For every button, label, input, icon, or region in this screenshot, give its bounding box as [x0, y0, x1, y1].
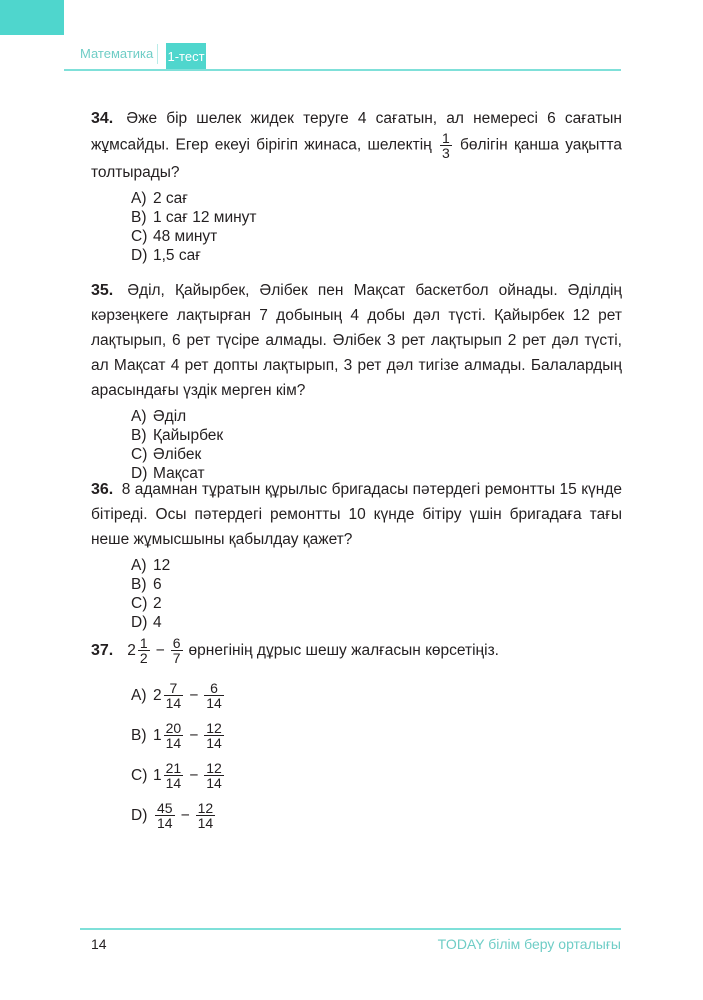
option-b[interactable]: B) Қайырбек	[131, 427, 224, 444]
options-list	[131, 556, 622, 632]
option-c[interactable]: C) 48 минут	[131, 228, 218, 245]
page-number: 14	[91, 936, 107, 952]
option-a[interactable]: A) 2 $\frac{7}{14}$ − $\frac{6}{14}$	[131, 679, 222, 711]
option-a[interactable]: A) Әділ	[131, 408, 187, 425]
question-35	[91, 278, 622, 483]
corner-accent-block	[0, 0, 64, 35]
question-number: 35.	[91, 282, 114, 299]
option-c[interactable]: C) 1 $\frac{21}{14}$ − $\frac{12}{14}$	[131, 759, 222, 791]
options-list	[131, 189, 622, 265]
question-number: 34.	[91, 110, 114, 127]
option-d[interactable]: D) 4	[131, 614, 162, 631]
header-divider	[157, 44, 158, 64]
question-34-text: 34. Әже бір шелек жидек теруге 4 сағатын, ал немересі 6 сағатын жұмсайды. Егер екеуі бірігіп жинаса, шелектің $\frac{1}{3}$ бөлігін қанша уақытта толтырады?	[91, 110, 622, 181]
question-number: 36.	[91, 481, 114, 498]
footer-rule	[80, 928, 621, 930]
fraction: $\frac{1}{3}$	[441, 130, 450, 161]
publisher-name: TODAY білім беру орталығы	[437, 936, 621, 952]
options-list	[131, 407, 622, 483]
fraction: $\frac{6}{7}$	[172, 635, 181, 666]
question-number: 37.	[91, 642, 114, 659]
header-subject: Математика	[80, 46, 154, 61]
question-37-text: 37. 2 $\frac{1}{2}$ − $\frac{6}{7}$ өрнегінің дұрыс шешу жалғасын көрсетіңіз.	[91, 635, 499, 666]
option-b[interactable]: B) 6	[131, 576, 162, 593]
option-a[interactable]: A) 12	[131, 557, 171, 574]
header-rule	[64, 69, 621, 71]
question-37	[91, 636, 622, 835]
option-b[interactable]: B) 1 $\frac{20}{14}$ − $\frac{12}{14}$	[131, 719, 222, 751]
question-36	[91, 477, 622, 632]
option-d[interactable]: D) 1,5 сағ	[131, 247, 201, 264]
option-c[interactable]: C) Әлібек	[131, 446, 202, 463]
option-d[interactable]: D) $\frac{45}{14}$ − $\frac{12}{14}$	[131, 799, 214, 831]
question-35-text: 35. Әділ, Қайырбек, Әлібек пен Мақсат баскетбол ойнады. Әділдің кәрзеңкеге лақтырған 7 добының 4 добы дәл түсті. Қайырбек 12 рет лақтырып, 6 рет түсіре алмады. Әлібек 3 рет лақтырып 2 рет дәл түсті, ал Мақсат 4 рет допты лақтырып, 3 рет дәл тигізе алмады. Балалардың арасындағы үздік мерген кім?	[91, 282, 622, 399]
question-34	[91, 106, 622, 265]
question-36-text: 36. 8 адамнан тұратын құрылыс бригадасы пәтердегі ремонтты 15 күнде бітіреді. Осы пәтердегі ремонтты 10 күнде бітіру үшін бригадаға тағы неше жұмысшыны қабылдау қажет?	[91, 481, 622, 548]
option-d[interactable]: D) Мақсат	[131, 465, 205, 482]
test-tag: 1-тест	[166, 43, 206, 71]
option-c[interactable]: C) 2	[131, 595, 162, 612]
option-a[interactable]: A) 2 сағ	[131, 190, 188, 207]
option-b[interactable]: B) 1 сағ 12 минут	[131, 209, 257, 226]
options-list	[131, 675, 622, 835]
fraction: $\frac{1}{2}$	[139, 635, 148, 666]
